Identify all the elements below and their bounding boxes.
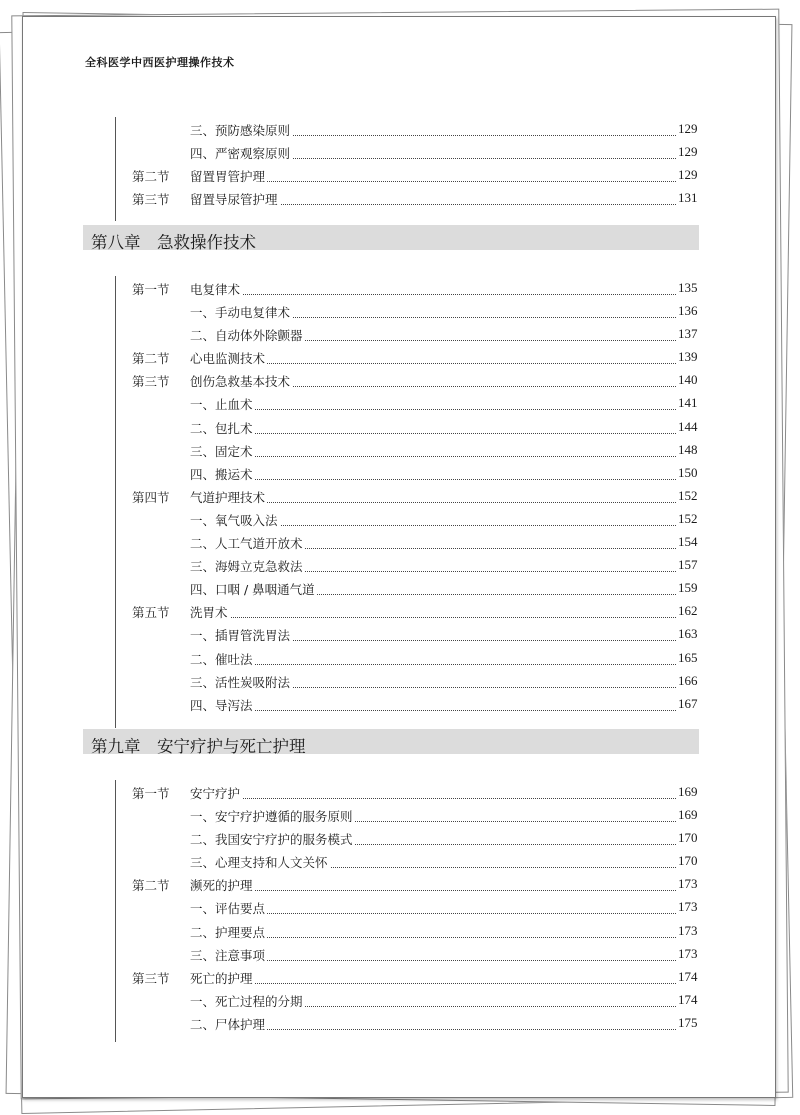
section-number: 第三节 [132,970,170,986]
entry-title: 心电监测技术 [190,351,266,367]
section-number: 第一节 [132,786,170,801]
dot-leader [190,784,678,799]
entry-title: 气道护理技术 [190,489,266,505]
page-number: 152 [678,487,698,503]
dot-leader [190,419,678,434]
dot-leader [190,696,678,711]
toc-group [115,117,698,221]
chapter-heading [83,225,699,250]
toc-group [115,780,698,1042]
page-number: 174 [678,991,698,1007]
page-number: 129 [678,121,698,136]
dot-leader [190,969,678,984]
entry-title: 一、安宁疗护遵循的服务原则 [190,809,353,825]
entry-title: 三、固定术 [190,443,253,459]
entry-title: 洗胃术 [190,605,228,621]
section-number: 第五节 [132,605,170,621]
entry-title: 三、海姆立克急救法 [190,559,303,575]
toc-group [115,276,698,728]
page-number: 148 [678,441,698,457]
page-number: 135 [678,280,698,295]
page-number: 173 [678,899,698,915]
dot-leader [190,442,678,457]
entry-title: 三、预防感染原则 [190,123,291,138]
dot-leader [190,603,678,618]
section-number: 第四节 [132,489,170,505]
page-number: 169 [678,784,698,799]
entry-title: 二、包扎术 [190,420,253,436]
entry-title: 二、催吐法 [190,651,253,667]
page-number: 159 [678,580,698,596]
entry-title: 二、护理要点 [190,924,266,940]
page-number: 131 [678,190,698,206]
entry-title: 四、搬运术 [190,466,253,482]
chapter-heading [83,729,699,754]
entry-title: 安宁疗护 [190,786,241,801]
page-number: 169 [678,807,698,823]
section-number: 第二节 [132,351,170,367]
chapter-title: 第九章 安宁疗护与死亡护理 [91,737,306,756]
page-number: 150 [678,464,698,480]
entry-title: 电复律术 [190,282,241,297]
page-number: 136 [678,303,698,319]
entry-title: 三、心理支持和人文关怀 [190,855,328,871]
entry-title: 留置导尿管护理 [190,192,278,208]
page-number: 174 [678,968,698,984]
section-number: 第一节 [132,282,170,297]
entry-title: 二、尸体护理 [190,1016,266,1032]
page-number: 173 [678,922,698,938]
entry-title: 四、导泻法 [190,697,253,713]
page-number: 141 [678,395,698,411]
page-number: 175 [678,1014,698,1030]
page-number: 137 [678,326,698,342]
entry-title: 创伤急救基本技术 [190,374,291,390]
entry-title: 一、氧气吸入法 [190,512,278,528]
page-number: 162 [678,603,698,619]
dot-leader [190,876,678,891]
section-number: 第二节 [132,878,170,894]
entry-title: 留置胃管护理 [190,169,266,185]
section-number: 第三节 [132,192,170,208]
dot-leader [190,465,678,480]
entry-title: 四、严密观察原则 [190,146,291,162]
page-number: 173 [678,945,698,961]
page-number: 167 [678,695,698,711]
running-head: 全科医学中西医护理操作技术 [85,56,235,69]
entry-title: 二、人工气道开放术 [190,536,303,552]
page-number: 129 [678,167,698,183]
toc-page [22,16,776,1098]
entry-title: 一、手动电复律术 [190,305,291,321]
page-number: 170 [678,830,698,846]
entry-title: 一、评估要点 [190,901,266,917]
dot-leader [190,280,678,295]
page-number: 166 [678,672,698,688]
entry-title: 二、我国安宁疗护的服务模式 [190,832,353,848]
entry-title: 一、止血术 [190,397,253,413]
page-number: 163 [678,626,698,642]
page-number: 165 [678,649,698,665]
entry-title: 三、活性炭吸附法 [190,674,291,690]
entry-title: 四、口咽 / 鼻咽通气道 [190,582,315,598]
entry-title: 一、插胃管洗胃法 [190,628,291,644]
chapter-title: 第八章 急救操作技术 [91,233,256,252]
page-number: 170 [678,853,698,869]
page-number: 157 [678,557,698,573]
entry-title: 二、自动体外除颤器 [190,328,303,344]
page-number: 144 [678,418,698,434]
entry-title: 三、注意事项 [190,947,266,963]
entry-title: 死亡的护理 [190,970,253,986]
entry-title: 一、死亡过程的分期 [190,993,303,1009]
section-number: 第三节 [132,374,170,390]
page-number: 140 [678,372,698,388]
page-number: 152 [678,510,698,526]
entry-title: 濒死的护理 [190,878,253,894]
dot-leader [190,395,678,410]
page-number: 139 [678,349,698,365]
page-number: 154 [678,534,698,550]
page-number: 173 [678,876,698,892]
page-number: 129 [678,144,698,160]
section-number: 第二节 [132,169,170,185]
dot-leader [190,650,678,665]
